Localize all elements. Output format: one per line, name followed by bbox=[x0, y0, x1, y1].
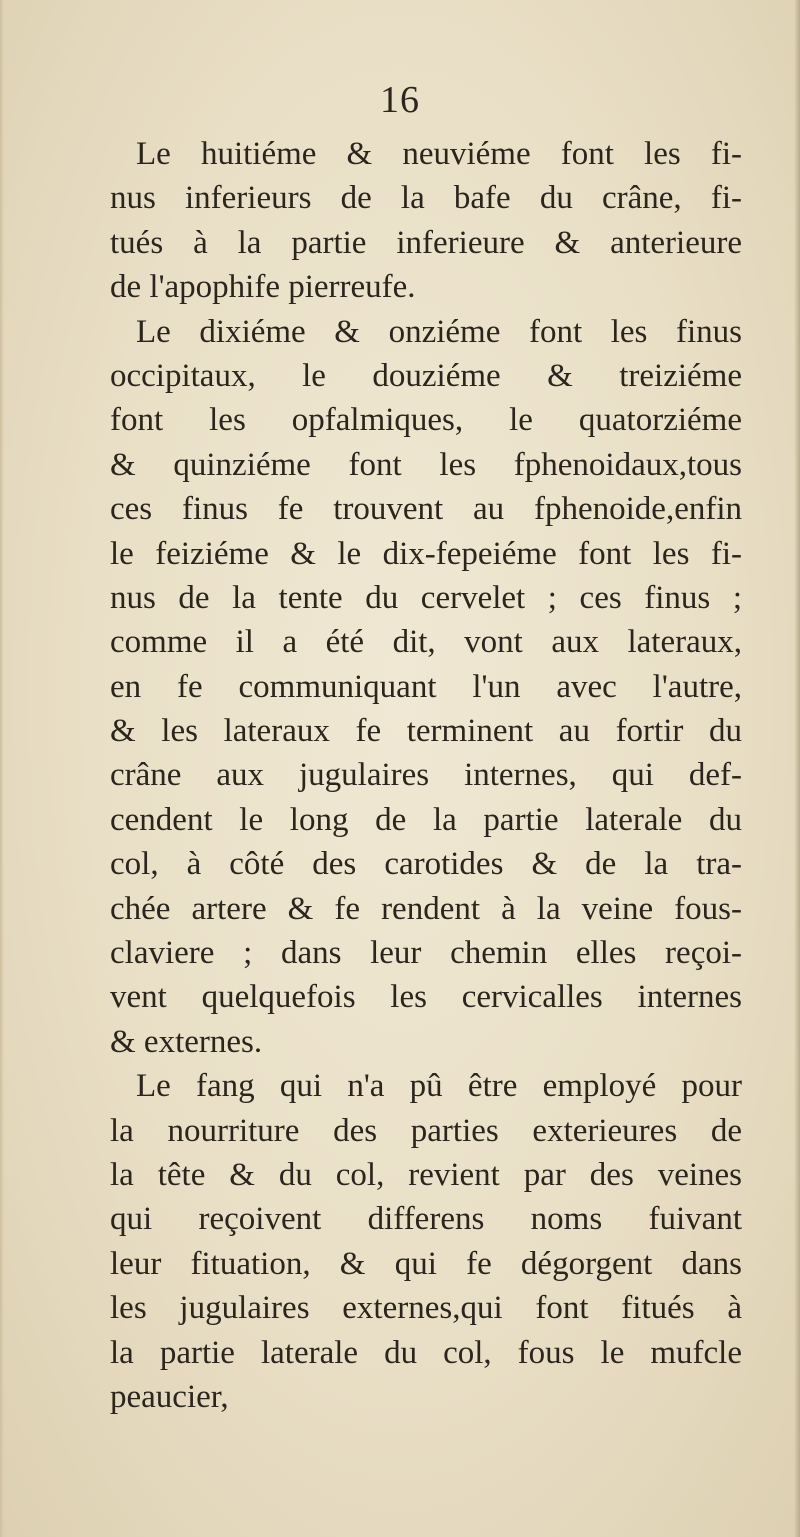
text-line: crâne aux jugulaires internes, qui def- bbox=[110, 757, 742, 794]
paragraph bbox=[110, 1064, 742, 1419]
text-line: ces finus fe trouvent au fphenoide,enfin bbox=[110, 491, 742, 528]
text-line: la partie laterale du col, fous le mufcle bbox=[110, 1334, 742, 1371]
text-line: claviere ; dans leur chemin elles reçoi- bbox=[110, 935, 742, 972]
text-line: qui reçoivent differens noms fuivant bbox=[110, 1201, 742, 1238]
text-line: le feiziéme & le dix-fepeiéme font les fi- bbox=[110, 535, 742, 572]
text-line: de l'apophife pierreufe. bbox=[110, 269, 416, 306]
text-line: col, à côté des carotides & de la tra- bbox=[110, 846, 742, 883]
text-line: vent quelquefois les cervicalles internes bbox=[110, 979, 742, 1016]
text-line: font les opfalmiques, le quatorziéme bbox=[110, 402, 742, 439]
text-line: Le huitiéme & neuviéme font les fi- bbox=[136, 136, 742, 172]
text-line: les jugulaires externes,qui font fitués à bbox=[110, 1290, 742, 1327]
text-line: & externes. bbox=[110, 1023, 263, 1060]
text-line: comme il a été dit, vont aux lateraux, bbox=[110, 624, 742, 661]
text-line: tués à la partie inferieure & anterieure bbox=[110, 224, 742, 261]
text-line: & les lateraux fe terminent au fortir du bbox=[110, 713, 742, 750]
text-line: peaucier, bbox=[110, 1378, 229, 1415]
paragraph bbox=[110, 132, 742, 310]
text-line: Le dixiéme & onziéme font les finus bbox=[136, 313, 742, 350]
page-number: 16 bbox=[380, 79, 420, 121]
text-line: & quinziéme font les fphenoidaux,tous bbox=[110, 446, 742, 483]
text-line: la nourriture des parties exterieures de bbox=[110, 1112, 742, 1149]
paragraph bbox=[110, 310, 742, 1065]
text-line: Le fang qui n'a pû être employé pour bbox=[136, 1068, 742, 1105]
text-line: chée artere & fe rendent à la veine fous- bbox=[110, 890, 742, 927]
text-body bbox=[110, 132, 742, 1419]
text-line: leur fituation, & qui fe dégorgent dans bbox=[110, 1245, 742, 1282]
page-edge-shadow-right bbox=[794, 0, 800, 1537]
text-line: la tête & du col, revient par des veines bbox=[110, 1156, 742, 1193]
text-line: cendent le long de la partie laterale du bbox=[110, 801, 742, 838]
text-line: en fe communiquant l'un avec l'autre, bbox=[110, 668, 742, 705]
text-line: nus de la tente du cervelet ; ces finus ; bbox=[110, 579, 742, 616]
page-edge-shadow-left bbox=[0, 0, 4, 1537]
text-line: nus inferieurs de la bafe du crâne, fi- bbox=[110, 180, 742, 217]
text-line: occipitaux, le douziéme & treiziéme bbox=[110, 357, 742, 394]
